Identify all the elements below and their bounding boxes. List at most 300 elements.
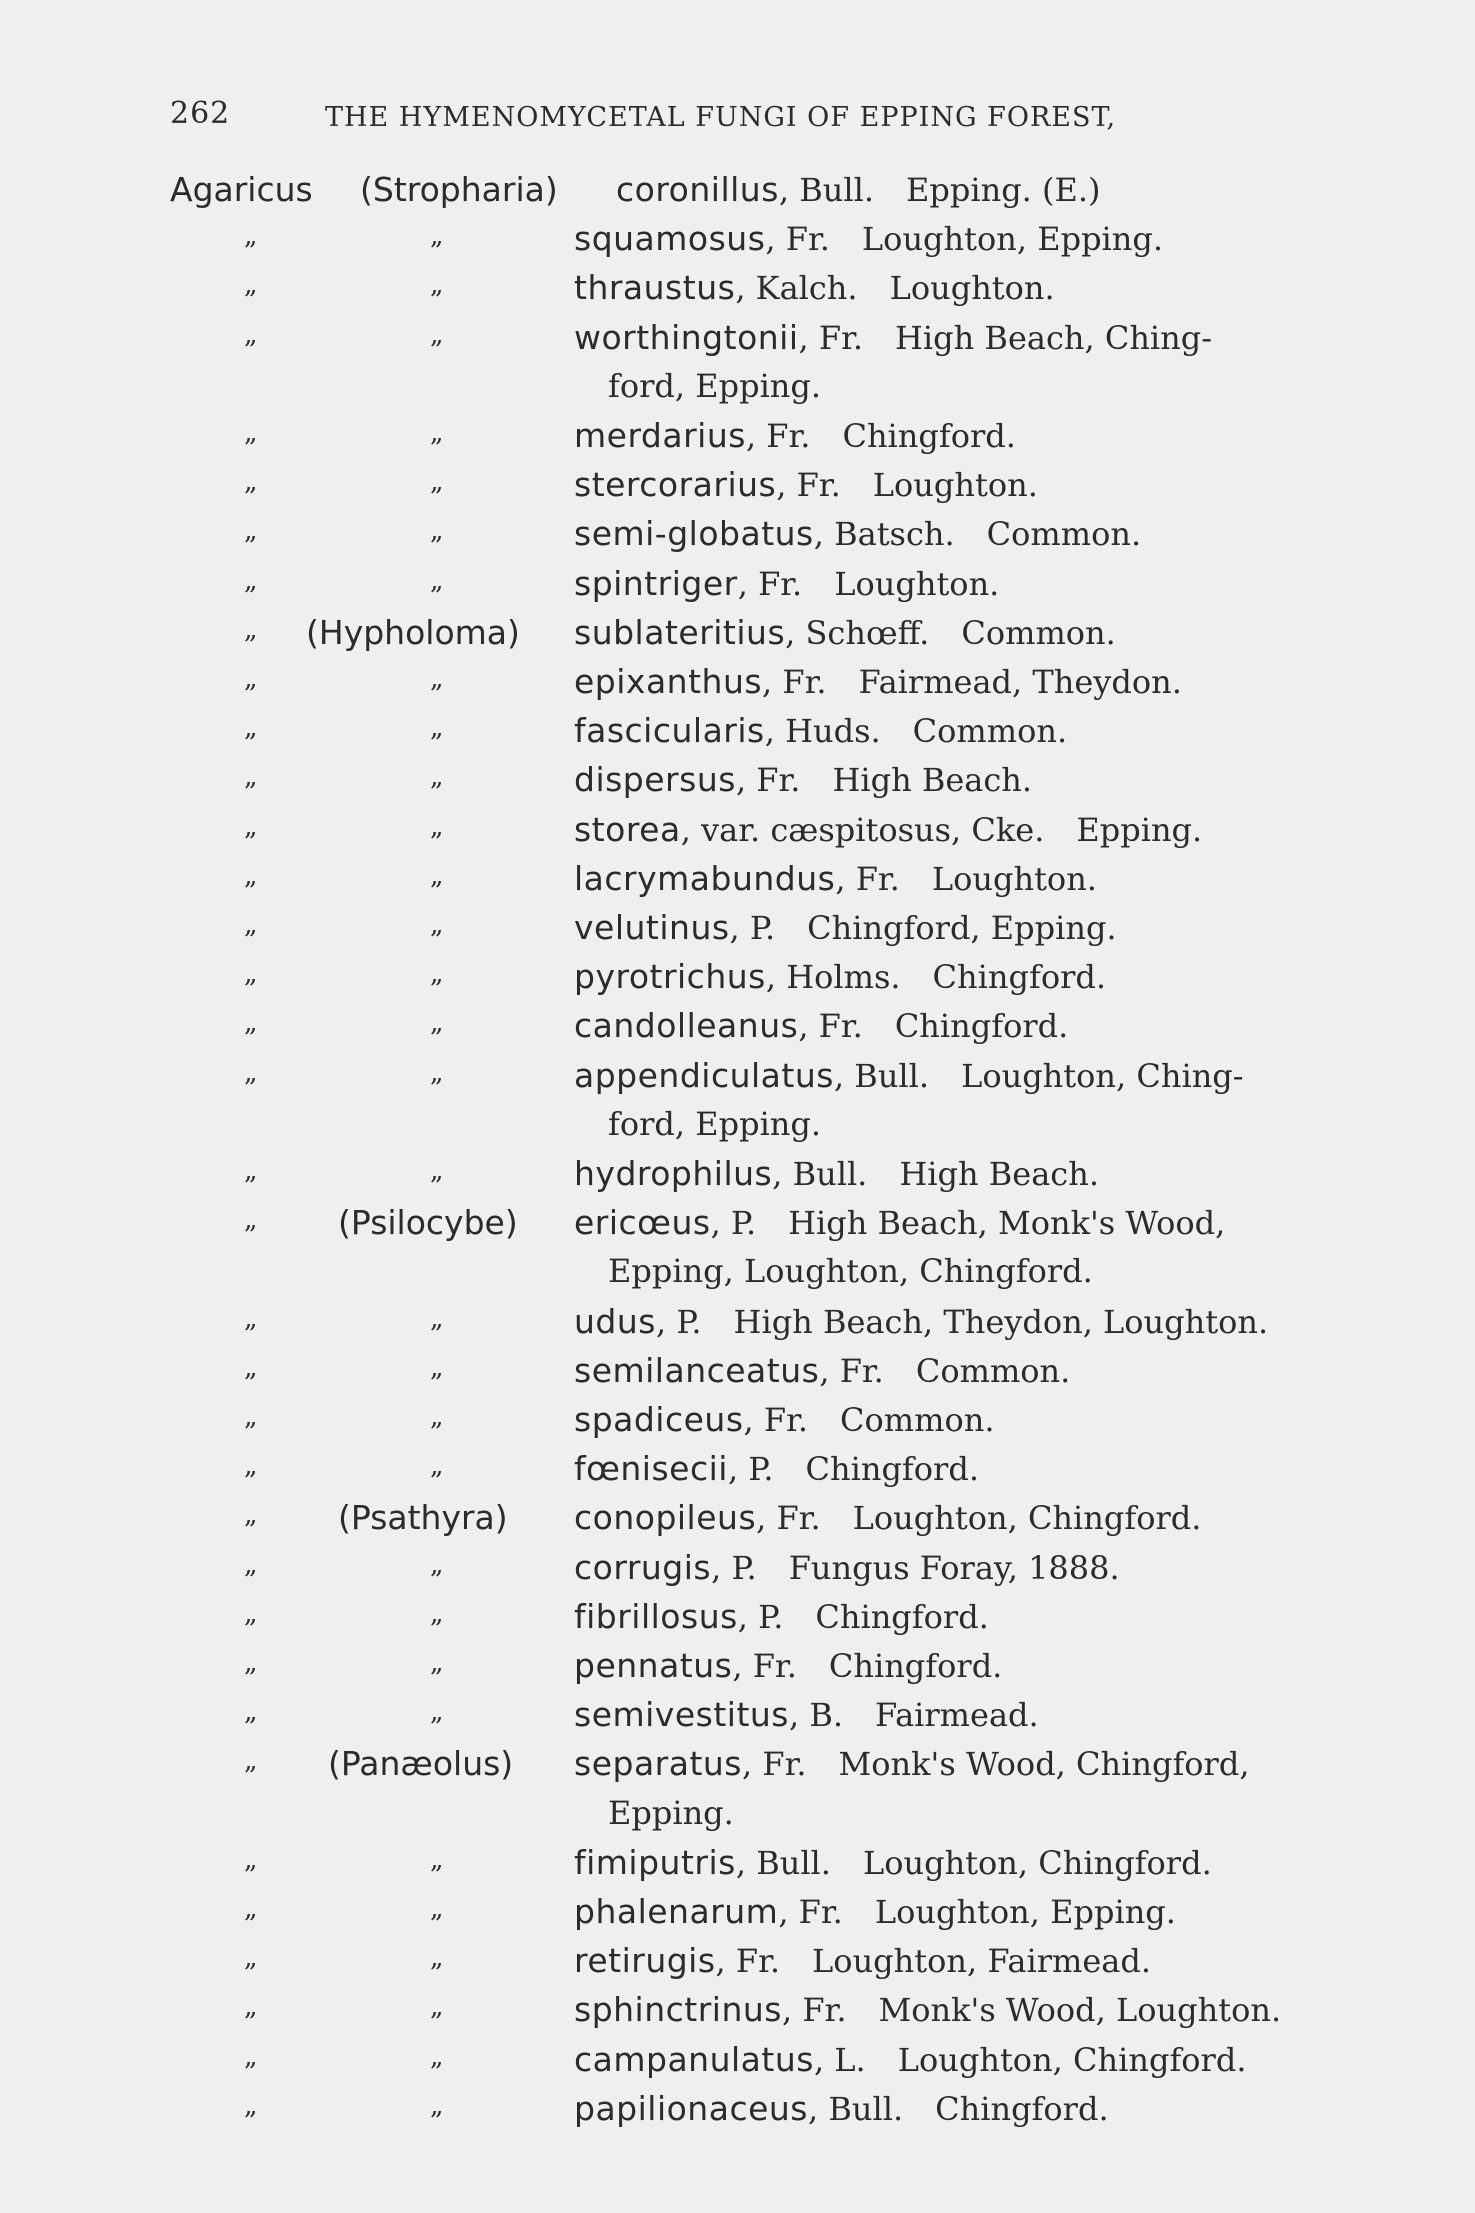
ditto-mark: „	[430, 1057, 444, 1088]
ditto-mark: „	[430, 1549, 444, 1580]
author-abbrev: , B.	[789, 1696, 844, 1735]
spacer	[843, 1696, 875, 1734]
entry-continuation	[608, 1105, 821, 1143]
ditto-mark: „	[244, 1008, 258, 1039]
locality-text: Common.	[912, 712, 1068, 751]
entry-text	[574, 662, 1182, 701]
species-name: fœnisecii	[574, 1449, 728, 1489]
entry-text	[574, 465, 1038, 504]
ditto-mark: „	[430, 1598, 444, 1629]
species-name: sublateritius	[574, 612, 786, 652]
ditto-mark: „	[430, 2041, 444, 2072]
ditto-mark: „	[430, 811, 444, 842]
spacer	[756, 1204, 788, 1242]
spacer	[783, 1598, 815, 1636]
author-abbrev: , Holms.	[765, 958, 901, 997]
spacer	[884, 1352, 916, 1390]
ditto-mark: „	[244, 1205, 258, 1236]
ditto-mark: „	[244, 516, 258, 547]
author-abbrev: , Schœff.	[785, 613, 930, 652]
continuation-line	[0, 1105, 1475, 1154]
spacer	[903, 2090, 935, 2128]
locality-text: Monk's Wood, Loughton.	[878, 1991, 1282, 2030]
ditto-mark: „	[430, 1303, 444, 1334]
species-entry	[0, 564, 1475, 613]
ditto-mark: „	[430, 1648, 444, 1678]
spacer	[867, 1155, 899, 1193]
ditto-mark: „	[244, 418, 258, 448]
species-entry	[0, 859, 1475, 908]
locality-text: Loughton.	[931, 859, 1097, 898]
species-entry	[0, 318, 1475, 367]
species-entry	[0, 170, 1475, 219]
spacer	[846, 1991, 878, 2029]
continuation-line	[0, 1794, 1475, 1843]
species-name: fimiputris	[574, 1842, 736, 1882]
species-name: velutinus	[574, 908, 730, 947]
author-abbrev: , Kalch.	[735, 269, 858, 308]
species-entry	[0, 1990, 1475, 2039]
entry-text	[574, 318, 1212, 357]
species-name: epixanthus	[574, 662, 763, 701]
species-entry	[0, 1203, 1475, 1252]
author-abbrev: , Fr.	[732, 1647, 797, 1685]
author-abbrev: , Fr.	[778, 1893, 843, 1931]
author-abbrev: , P.	[711, 1548, 757, 1587]
species-name: storea	[574, 809, 681, 849]
spacer	[830, 220, 862, 258]
author-abbrev: , Fr.	[742, 1745, 807, 1784]
entry-text	[574, 1646, 1002, 1685]
entry-text	[574, 1498, 1201, 1537]
continuation-line	[0, 367, 1475, 416]
ditto-mark: „	[244, 467, 258, 498]
author-abbrev: , Fr.	[765, 220, 830, 259]
species-name: papilionaceus	[574, 2088, 809, 2128]
locality-text: Loughton, Chingford.	[897, 2040, 1247, 2079]
entry-continuation	[608, 1794, 734, 1832]
locality-text: Chingford.	[935, 2089, 1109, 2128]
ditto-mark: „	[244, 2041, 258, 2072]
author-abbrev: , Fr.	[798, 318, 864, 357]
ditto-mark: „	[244, 1057, 258, 1088]
ditto-mark: „	[244, 860, 258, 891]
species-entry	[0, 1548, 1475, 1597]
locality-text: Monk's Wood, Chingford,	[838, 1745, 1250, 1784]
species-entry	[0, 1498, 1475, 1547]
ditto-mark: „	[430, 467, 444, 498]
ditto-mark: „	[244, 1451, 258, 1482]
spacer	[929, 614, 961, 652]
species-name: campanulatus	[574, 2039, 814, 2079]
ditto-mark: „	[430, 270, 444, 301]
entry-text	[574, 613, 1116, 652]
species-name: pennatus	[574, 1646, 733, 1685]
species-name: ericœus	[574, 1203, 711, 1243]
species-entry	[0, 1695, 1475, 1744]
species-name: separatus	[574, 1744, 743, 1784]
locality-text: Loughton, Chingford.	[862, 1843, 1212, 1882]
species-name: worthingtonii	[574, 317, 799, 357]
entry-text	[616, 170, 1101, 209]
author-abbrev: , Fr.	[756, 1499, 821, 1538]
species-name: conopileus	[574, 1498, 757, 1538]
author-abbrev: , P.	[655, 1302, 702, 1341]
ditto-mark: „	[430, 1352, 444, 1383]
ditto-mark: „	[244, 1402, 258, 1432]
species-entry	[0, 465, 1475, 514]
author-abbrev: , Fr.	[762, 663, 827, 701]
author-abbrev: , Batsch.	[813, 515, 955, 554]
ditto-mark: „	[244, 1697, 258, 1728]
author-abbrev: , Bull.	[808, 2089, 904, 2128]
species-entry	[0, 908, 1475, 957]
species-entry	[0, 1449, 1475, 1498]
ditto-mark: „	[244, 910, 258, 940]
spacer	[800, 761, 832, 799]
ditto-mark: „	[244, 1943, 258, 1974]
entry-text	[574, 2089, 1109, 2128]
author-abbrev: , Huds.	[764, 712, 881, 751]
author-abbrev: , Fr.	[715, 1942, 781, 1981]
ditto-mark: „	[430, 860, 444, 891]
locality-text: Chingford.	[828, 1647, 1003, 1685]
locality-text: Chingford.	[932, 958, 1107, 997]
ditto-mark: „	[244, 1648, 258, 1678]
entry-text	[574, 1203, 1225, 1242]
entry-text	[574, 1548, 1120, 1587]
species-entry	[0, 1302, 1475, 1351]
ditto-mark: „	[244, 2090, 258, 2121]
locality-text: Loughton, Chingford.	[852, 1499, 1202, 1538]
locality-text: Loughton.	[889, 269, 1055, 308]
species-name: merdarius	[574, 416, 746, 455]
species-name: semi-globatus	[574, 514, 814, 554]
locality-text: Chingford, Epping.	[807, 909, 1117, 947]
locality-text: ford, Epping.	[608, 366, 822, 405]
ditto-mark: „	[430, 1894, 444, 1924]
entry-text	[574, 1056, 1244, 1095]
species-entry	[0, 1892, 1475, 1941]
ditto-mark: „	[244, 614, 258, 645]
species-name: sphinctrinus	[574, 1990, 782, 2030]
species-name: stercorarius	[574, 465, 777, 505]
subgenus-name: (Panæolus)	[328, 1744, 514, 1784]
spacer	[955, 515, 987, 553]
spacer	[808, 1401, 840, 1439]
spacer	[874, 171, 906, 209]
author-abbrev: , Fr.	[737, 564, 803, 603]
locality-text: Epping.	[1076, 810, 1203, 849]
entry-text	[574, 564, 999, 603]
ditto-mark: „	[430, 959, 444, 990]
ditto-mark: „	[244, 1352, 258, 1383]
species-entry	[0, 1597, 1475, 1646]
species-entry	[0, 514, 1475, 563]
locality-text: Epping, Loughton, Chingford.	[608, 1252, 1093, 1291]
species-entry	[0, 2089, 1475, 2138]
locality-text: Epping.	[608, 1793, 734, 1832]
ditto-mark: „	[244, 1746, 258, 1777]
species-entry	[0, 1154, 1475, 1203]
species-name: semilanceatus	[574, 1350, 820, 1390]
subgenus-name: (Psilocybe)	[338, 1203, 518, 1243]
ditto-mark: „	[430, 1156, 444, 1186]
locality-text: Epping. (E.)	[906, 171, 1101, 209]
spacer	[858, 269, 890, 307]
species-entry	[0, 1351, 1475, 1400]
spacer	[929, 1057, 961, 1095]
header-title: THE HYMENOMYCETAL FUNGI OF EPPING FOREST,	[325, 102, 1117, 133]
locality-text: Loughton, Fairmead.	[812, 1942, 1151, 1981]
ditto-mark: „	[430, 1697, 444, 1728]
locality-text: Loughton.	[872, 466, 1038, 505]
locality-text: Loughton.	[834, 564, 1000, 603]
locality-text: High Beach.	[899, 1155, 1099, 1193]
species-entry	[0, 711, 1475, 760]
author-abbrev: , Fr.	[781, 1991, 847, 2030]
species-name: thraustus	[574, 268, 736, 308]
author-abbrev: , Fr.	[835, 859, 900, 898]
entry-text	[574, 1006, 1068, 1045]
author-abbrev: , Fr.	[819, 1351, 884, 1390]
entry-text	[574, 1990, 1281, 2029]
locality-text: Common.	[915, 1351, 1071, 1390]
locality-text: Common.	[986, 515, 1142, 554]
ditto-mark: „	[430, 1451, 444, 1482]
ditto-mark: „	[244, 811, 258, 842]
spacer	[843, 1893, 875, 1931]
ditto-mark: „	[244, 1549, 258, 1580]
species-entry	[0, 268, 1475, 317]
subgenus-name: (Hypholoma)	[306, 612, 520, 652]
ditto-mark: „	[244, 1992, 258, 2023]
species-entry	[0, 219, 1475, 268]
author-abbrev: , Fr.	[743, 1401, 809, 1439]
ditto-mark: „	[430, 1402, 444, 1432]
ditto-mark: „	[244, 1598, 258, 1629]
entry-text	[574, 219, 1163, 258]
entry-text	[574, 1892, 1176, 1931]
locality-text: Fairmead.	[875, 1696, 1039, 1735]
entry-text	[574, 1744, 1250, 1783]
spacer	[827, 663, 859, 701]
author-abbrev: , Bull.	[833, 1056, 930, 1095]
locality-text: Loughton, Epping.	[861, 220, 1164, 259]
ditto-mark: „	[244, 319, 258, 350]
species-name: coronillus	[616, 170, 779, 209]
species-name: semivestitus	[574, 1695, 789, 1735]
species-entry	[0, 1646, 1475, 1695]
locality-text: Chingford.	[842, 417, 1016, 455]
author-abbrev: , Bull.	[772, 1155, 868, 1193]
page-number: 262	[170, 96, 231, 131]
entry-text	[574, 711, 1067, 750]
species-entry	[0, 1941, 1475, 1990]
entry-text	[574, 859, 1097, 898]
species-name: fibrillosus	[574, 1596, 738, 1636]
entry-text	[574, 514, 1141, 553]
entry-text	[574, 416, 1016, 455]
ditto-mark: „	[244, 1844, 258, 1875]
author-abbrev: , Bull.	[778, 171, 875, 209]
entry-text	[574, 908, 1117, 947]
locality-text: Common.	[961, 613, 1116, 652]
spacer	[901, 958, 933, 996]
ditto-mark: „	[244, 1303, 258, 1334]
ditto-mark: „	[430, 2090, 444, 2121]
entry-text	[574, 1695, 1039, 1734]
author-abbrev: , Fr.	[776, 466, 841, 505]
ditto-mark: „	[430, 221, 444, 252]
locality-text: High Beach, Monk's Wood,	[788, 1204, 1226, 1243]
entry-text	[574, 1449, 979, 1488]
species-name: pyrotrichus	[574, 957, 766, 997]
ditto-mark: „	[430, 565, 444, 596]
species-entry	[0, 613, 1475, 662]
author-abbrev: , Fr.	[735, 761, 801, 800]
genus-name: Agaricus	[170, 170, 313, 209]
spacer	[866, 2041, 898, 2079]
species-name: appendiculatus	[574, 1055, 834, 1095]
locality-text: Loughton, Epping.	[874, 1893, 1176, 1931]
spacer	[863, 1007, 895, 1045]
locality-text: High Beach, Theydon, Loughton.	[733, 1302, 1269, 1341]
entry-text	[574, 1843, 1212, 1882]
species-entry	[0, 2040, 1475, 2089]
ditto-mark: „	[430, 319, 444, 350]
spacer	[900, 860, 932, 898]
entry-text	[574, 810, 1202, 849]
ditto-mark: „	[244, 1500, 258, 1531]
entry-text	[574, 1154, 1099, 1193]
entry-text	[574, 268, 1055, 307]
species-entry	[0, 810, 1475, 859]
ditto-mark: „	[430, 1992, 444, 2023]
locality-text: Chingford.	[815, 1597, 989, 1636]
ditto-mark: „	[244, 959, 258, 990]
locality-text: Fungus Foray, 1888.	[788, 1548, 1120, 1587]
species-entry	[0, 1400, 1475, 1449]
species-entry	[0, 957, 1475, 1006]
entry-text	[574, 1597, 989, 1636]
spacer	[797, 1647, 829, 1685]
author-abbrev: , var. cæspitosus, Cke.	[680, 810, 1045, 849]
locality-text: Chingford.	[894, 1007, 1069, 1046]
locality-text: ford, Epping.	[608, 1104, 822, 1143]
species-name: spadiceus	[574, 1400, 744, 1439]
ditto-mark: „	[430, 516, 444, 547]
ditto-mark: „	[244, 664, 258, 694]
species-name: lacrymabundus	[574, 858, 836, 898]
locality-text: High Beach, Ching-	[895, 318, 1213, 357]
species-name: fascicularis	[574, 711, 765, 751]
author-abbrev: , P.	[737, 1597, 784, 1636]
entry-continuation	[608, 1252, 1093, 1290]
ditto-mark: „	[244, 713, 258, 744]
species-name: corrugis	[574, 1547, 712, 1587]
ditto-mark: „	[430, 1943, 444, 1974]
species-entry	[0, 1744, 1475, 1793]
ditto-mark: „	[430, 762, 444, 793]
author-abbrev: , P.	[710, 1204, 757, 1243]
species-name: retirugis	[574, 1941, 716, 1981]
spacer	[841, 466, 873, 504]
author-abbrev: , Fr.	[798, 1007, 863, 1046]
ditto-mark: „	[430, 418, 444, 448]
species-name: dispersus	[574, 760, 736, 800]
entry-text	[574, 1351, 1070, 1390]
species-entry	[0, 416, 1475, 465]
ditto-mark: „	[430, 1844, 444, 1875]
species-name: hydrophilus	[574, 1154, 773, 1193]
ditto-mark: „	[244, 565, 258, 596]
entry-text	[574, 1302, 1268, 1341]
species-entry	[0, 662, 1475, 711]
ditto-mark: „	[430, 664, 444, 694]
entry-text	[574, 2040, 1247, 2079]
spacer	[821, 1499, 853, 1537]
spacer	[802, 565, 834, 603]
entry-text	[574, 1400, 995, 1439]
author-abbrev: , P.	[727, 1450, 774, 1489]
species-name: squamosus	[574, 219, 766, 259]
author-abbrev: , Bull.	[735, 1843, 831, 1882]
species-name: udus	[574, 1301, 656, 1341]
spacer	[774, 1450, 806, 1488]
locality-text: Common.	[840, 1401, 995, 1439]
ditto-mark: „	[244, 221, 258, 252]
locality-text: Loughton, Ching-	[961, 1056, 1244, 1095]
locality-text: Fairmead, Theydon.	[858, 663, 1182, 701]
spacer	[775, 909, 807, 947]
ditto-mark: „	[430, 910, 444, 940]
species-entry	[0, 760, 1475, 809]
locality-text: High Beach.	[832, 761, 1033, 800]
spacer	[807, 1745, 839, 1783]
subgenus-name: (Stropharia)	[360, 170, 558, 209]
entry-text	[574, 957, 1106, 996]
spacer	[1044, 811, 1076, 849]
species-name: candolleanus	[574, 1006, 799, 1046]
spacer	[702, 1303, 734, 1341]
spacer	[757, 1549, 789, 1587]
subgenus-name: (Psathyra)	[338, 1498, 508, 1538]
spacer	[780, 1942, 812, 1980]
species-name: phalenarum	[574, 1892, 779, 1931]
author-abbrev: , P.	[729, 909, 776, 947]
species-entry	[0, 1056, 1475, 1105]
entry-text	[574, 760, 1032, 799]
continuation-line	[0, 1252, 1475, 1301]
spacer	[881, 712, 913, 750]
author-abbrev: , Fr.	[745, 417, 811, 455]
ditto-mark: „	[430, 713, 444, 744]
species-entry	[0, 1843, 1475, 1892]
locality-text: Chingford.	[805, 1450, 979, 1489]
ditto-mark: „	[244, 270, 258, 301]
ditto-mark: „	[244, 1156, 258, 1186]
ditto-mark: „	[244, 762, 258, 793]
ditto-mark: „	[430, 1008, 444, 1039]
entry-continuation	[608, 367, 821, 405]
spacer	[810, 417, 842, 455]
entry-text	[574, 1941, 1151, 1980]
spacer	[863, 319, 895, 357]
ditto-mark: „	[244, 1894, 258, 1924]
spacer	[831, 1844, 863, 1882]
species-name: spintriger	[574, 563, 738, 603]
